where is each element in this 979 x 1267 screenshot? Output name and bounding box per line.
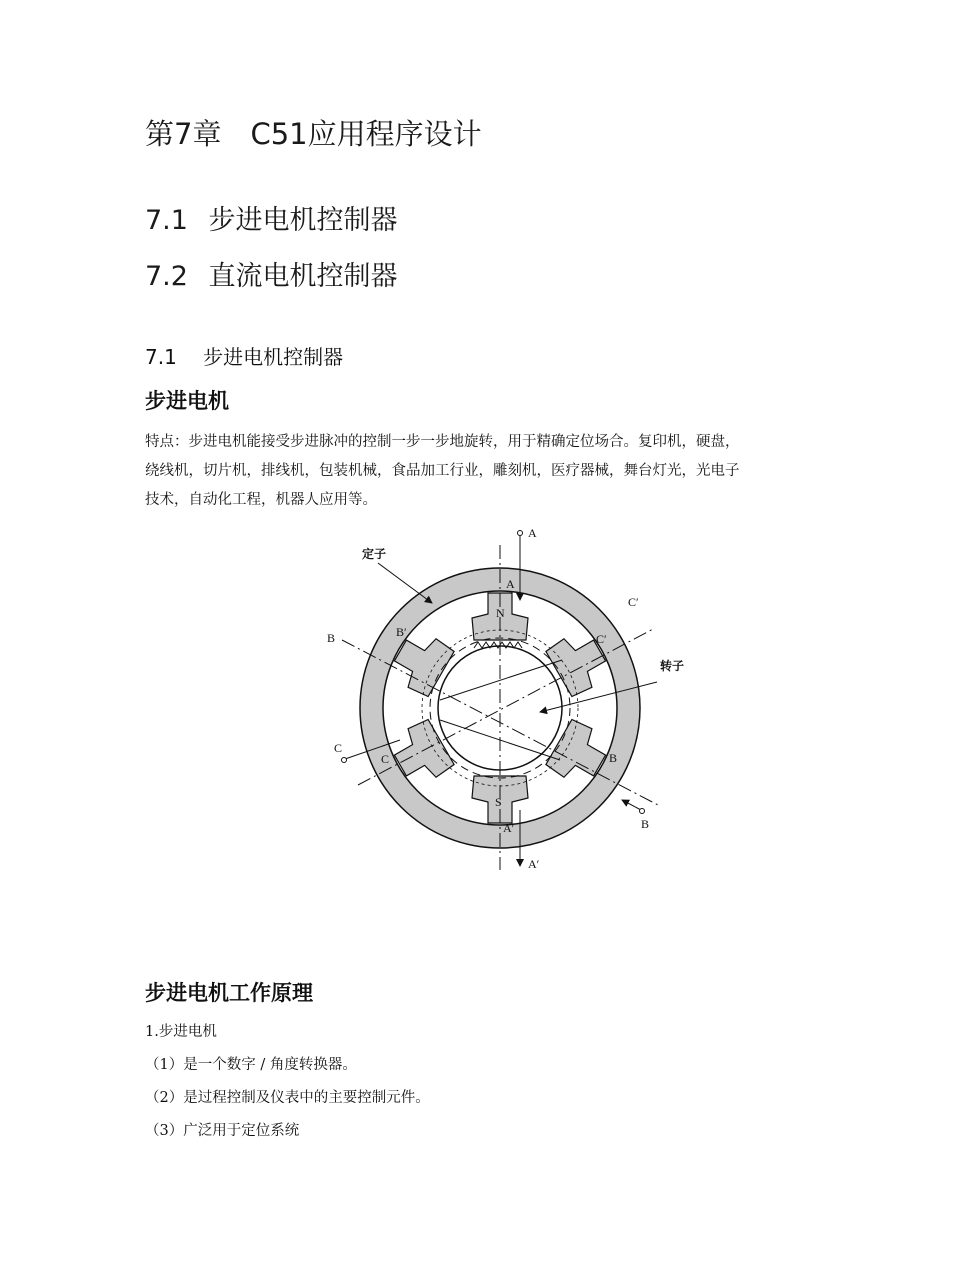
stator-pointer xyxy=(378,563,432,603)
list-item: （3）广泛用于定位系统 xyxy=(145,1123,300,1139)
toc-number: 7.2 xyxy=(145,261,188,292)
toc-entry-7-2 xyxy=(145,254,398,293)
toc-title: 直流电机控制器 xyxy=(208,261,398,292)
label-s: S xyxy=(495,795,502,809)
label-b-bottom-terminal: B xyxy=(641,817,650,831)
label-c-prime-terminal: C′ xyxy=(628,595,639,609)
section-heading xyxy=(145,341,343,370)
subsection-heading-working-principle: 步进电机工作原理 xyxy=(145,981,313,1005)
label-b-terminal: B xyxy=(327,631,336,645)
subsection-heading-stepper-motor: 步进电机 xyxy=(145,389,229,413)
label-c-terminal: C xyxy=(334,741,343,755)
section-number: 7.1 xyxy=(145,345,177,369)
label-a-pole: A xyxy=(506,577,515,591)
label-b-prime: B′ xyxy=(396,625,407,639)
section-title: 步进电机控制器 xyxy=(203,345,344,369)
label-b-pole: B xyxy=(609,751,618,765)
label-c-pole: C xyxy=(381,752,390,766)
lead-b xyxy=(622,800,641,810)
stepper-motor-diagram xyxy=(320,520,685,880)
toc-title: 步进电机控制器 xyxy=(208,205,398,236)
stator-label: 定子 xyxy=(362,547,387,561)
chapter-title: 第7章 C51应用程序设计 xyxy=(145,117,482,151)
list-item: （1）是一个数字 / 角度转换器。 xyxy=(145,1057,357,1073)
rotor-label: 转子 xyxy=(660,659,685,673)
paragraph-line: 特点：步进电机能接受步进脉冲的控制一步一步地旋转，用于精确定位场合。复印机，硬盘， xyxy=(145,434,740,450)
label-c-prime-pole: C′ xyxy=(596,632,607,646)
rotor-teeth xyxy=(474,642,522,648)
feature-paragraph xyxy=(145,428,845,515)
label-a-prime-terminal: A′ xyxy=(528,857,540,871)
list-item: （2）是过程控制及仪表中的主要控制元件。 xyxy=(145,1090,430,1106)
paragraph-line: 绕线机，切片机，排线机，包装机械，食品加工行业，雕刻机，医疗器械，舞台灯光，光电子 xyxy=(145,463,740,479)
label-a-prime-pole: A′ xyxy=(503,821,515,835)
toc-entry-7-1 xyxy=(145,198,398,237)
paragraph-line: 技术，自动化工程，机器人应用等。 xyxy=(145,492,377,508)
label-a-terminal: A xyxy=(528,526,537,540)
label-n: N xyxy=(496,606,505,620)
list-item: 1.步进电机 xyxy=(145,1024,217,1040)
toc-number: 7.1 xyxy=(145,205,188,236)
